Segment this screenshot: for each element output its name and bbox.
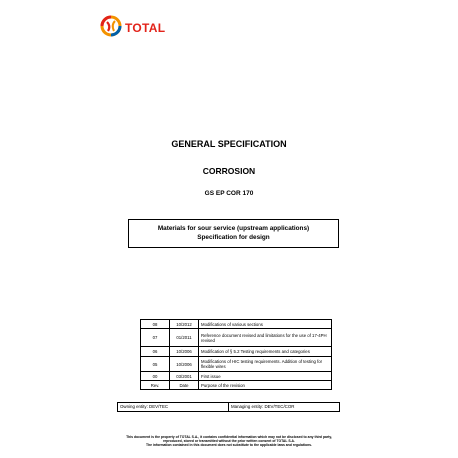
purpose-cell: Modifications of various sections	[199, 320, 332, 329]
total-logo	[98, 14, 188, 38]
table-row	[141, 320, 332, 329]
managing-entity: Managing entity: DEV/TEC/COR	[229, 403, 340, 412]
description-box	[128, 219, 339, 248]
description-line-1: Materials for sour service (upstream applications)	[157, 225, 310, 232]
description-line-2: Specification for design	[197, 234, 270, 241]
purpose-cell: Modification of § 5.2 Testing requirements and categories	[199, 347, 332, 357]
revision-table	[140, 319, 332, 390]
date-header: Date	[170, 381, 199, 390]
footer-line-3: The information contained in this document does not substitute to the applicable laws and regulations.	[146, 443, 312, 448]
rev-cell: 05	[141, 357, 170, 372]
purpose-cell: Modifications of HIC testing requirements. Addition of testing for flexible wires	[199, 357, 332, 372]
date-cell: 03/2001	[170, 372, 199, 381]
date-cell: 01/2011	[170, 329, 199, 347]
purpose-cell: Reference document revised and limitations for the use of 17-4PH revised	[199, 329, 332, 347]
rev-cell: 00	[141, 372, 170, 381]
table-row	[118, 403, 340, 412]
date-cell: 10/2012	[170, 320, 199, 329]
entity-table	[117, 402, 340, 412]
logo-wordmark: TOTAL	[125, 21, 166, 35]
rev-cell: 06	[141, 347, 170, 357]
rev-header: Rev.	[141, 381, 170, 390]
table-header-row	[141, 381, 332, 390]
document-subtitle: CORROSION	[202, 166, 256, 176]
table-row	[141, 372, 332, 381]
date-cell: 10/2006	[170, 357, 199, 372]
rev-cell: 07	[141, 329, 170, 347]
footer-line-2: reproduced, stored or transmitted without the prior written consent of TOTAL S.A.	[163, 439, 295, 444]
table-row	[141, 329, 332, 347]
footer-line-1: This document is the property of TOTAL S.A., it contains confidential information which may not be disclosed to any third party,	[126, 435, 332, 439]
date-cell: 10/2006	[170, 347, 199, 357]
table-row	[141, 347, 332, 357]
purpose-header: Purpose of the revision	[199, 381, 332, 390]
purpose-cell: First issue	[199, 372, 332, 381]
confidentiality-notice	[0, 435, 458, 448]
document-code: GS EP COR 170	[204, 190, 254, 197]
rev-cell: 08	[141, 320, 170, 329]
table-row	[141, 357, 332, 372]
owning-entity: Owning entity: DEV/TEC	[118, 403, 229, 412]
total-logo-icon	[98, 14, 124, 38]
document-title: GENERAL SPECIFICATION	[171, 139, 287, 149]
